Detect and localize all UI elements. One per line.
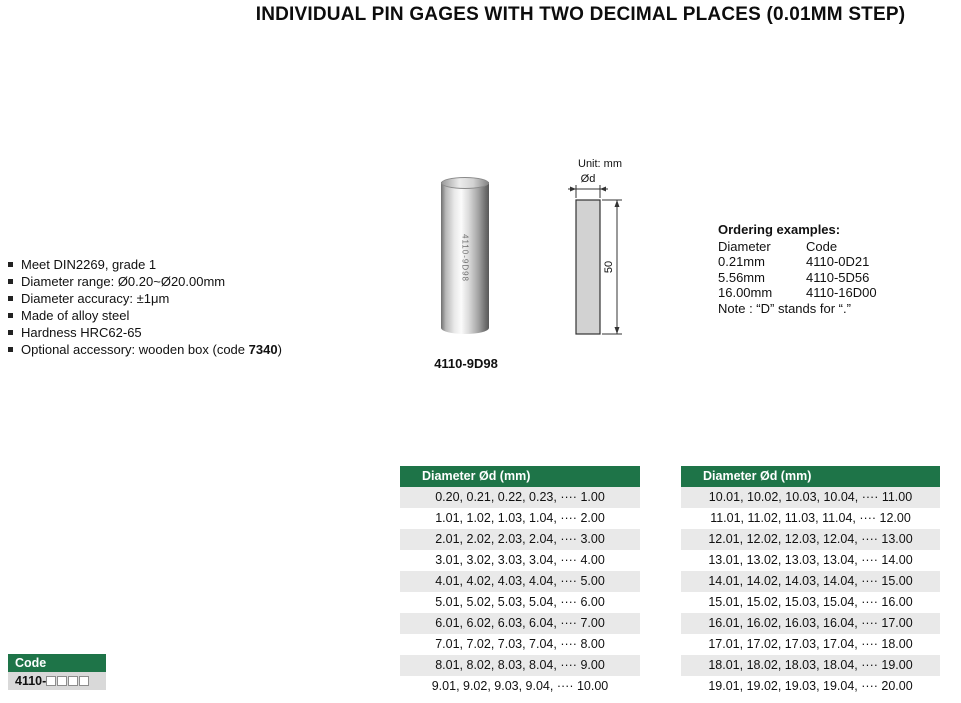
technical-drawing bbox=[568, 158, 658, 352]
accessory-code: 7340 bbox=[248, 342, 278, 357]
arrowhead bbox=[615, 200, 620, 207]
pin-gage-photo bbox=[441, 177, 489, 334]
ordering-column-headers bbox=[718, 239, 877, 255]
length-dim-label: 50 bbox=[603, 260, 615, 274]
optional-text-close: ) bbox=[277, 342, 282, 357]
arrowhead bbox=[570, 187, 576, 192]
table-row: 14.01, 14.02, 14.03, 14.04, ···· 15.00 bbox=[681, 571, 940, 592]
feature-text: Hardness HRC62-65 bbox=[21, 325, 142, 340]
feature-list bbox=[8, 258, 282, 360]
table-row: 8.01, 8.02, 8.03, 8.04, ···· 9.00 bbox=[400, 655, 640, 676]
table-row: 4.01, 4.02, 4.03, 4.04, ···· 5.00 bbox=[400, 571, 640, 592]
bullet-icon bbox=[8, 296, 13, 301]
example-code: 4110-5D56 bbox=[806, 269, 870, 285]
code-placeholder-squares bbox=[46, 674, 90, 688]
example-diameter: 0.21mm bbox=[718, 254, 765, 269]
feature-text: Diameter range: Ø0.20~Ø20.00mm bbox=[21, 274, 226, 289]
table-row: 18.01, 18.02, 18.03, 18.04, ···· 19.00 bbox=[681, 655, 940, 676]
table-row: 19.01, 19.02, 19.03, 19.04, ···· 20.00 bbox=[681, 676, 940, 697]
ordering-heading: Ordering examples: bbox=[718, 222, 841, 237]
pin-laser-marking: 4110-9D98 bbox=[460, 234, 470, 282]
table-row: 13.01, 13.02, 13.03, 13.04, ···· 14.00 bbox=[681, 550, 940, 571]
optional-text: Optional accessory: wooden box (code bbox=[21, 342, 249, 357]
table-header: Diameter Ød (mm) bbox=[400, 466, 640, 487]
feature-text bbox=[21, 342, 282, 357]
table-row: 1.01, 1.02, 1.03, 1.04, ···· 2.00 bbox=[400, 508, 640, 529]
table-row: 11.01, 11.02, 11.03, 11.04, ···· 12.00 bbox=[681, 508, 940, 529]
table-row: 3.01, 3.02, 3.03, 3.04, ···· 4.00 bbox=[400, 550, 640, 571]
diameter-table-right bbox=[681, 466, 940, 697]
bullet-icon bbox=[8, 279, 13, 284]
placeholder-square bbox=[46, 676, 56, 686]
example-code: 4110-0D21 bbox=[806, 254, 870, 269]
table-row: 2.01, 2.02, 2.03, 2.04, ···· 3.00 bbox=[400, 529, 640, 550]
order-code-block bbox=[8, 654, 106, 690]
table-row: 0.20, 0.21, 0.22, 0.23, ···· 1.00 bbox=[400, 487, 640, 508]
ordering-row bbox=[718, 270, 877, 286]
col-code: Code bbox=[806, 238, 838, 254]
code-prefix: 4110- bbox=[15, 674, 47, 688]
col-diameter: Diameter bbox=[718, 238, 771, 254]
arrowhead bbox=[600, 187, 606, 192]
bullet-icon bbox=[8, 330, 13, 335]
feature-item bbox=[8, 258, 282, 271]
table-row: 12.01, 12.02, 12.03, 12.04, ···· 13.00 bbox=[681, 529, 940, 550]
feature-item bbox=[8, 292, 282, 305]
ordering-row bbox=[718, 285, 877, 301]
pin-top-cap bbox=[441, 177, 489, 189]
feature-item-optional-accessory bbox=[8, 343, 282, 356]
product-code-label: 4110-9D98 bbox=[434, 356, 498, 371]
code-header: Code bbox=[8, 654, 106, 672]
table-header: Diameter Ød (mm) bbox=[681, 466, 940, 487]
pin-outline bbox=[576, 200, 600, 334]
feature-text: Diameter accuracy: ±1μm bbox=[21, 291, 170, 306]
diameter-dim-label: Ød bbox=[580, 173, 596, 185]
diameter-table-left bbox=[400, 466, 640, 697]
table-row: 16.01, 16.02, 16.03, 16.04, ···· 17.00 bbox=[681, 613, 940, 634]
example-diameter: 16.00mm bbox=[718, 285, 773, 300]
table-row: 7.01, 7.02, 7.03, 7.04, ···· 8.00 bbox=[400, 634, 640, 655]
placeholder-square bbox=[79, 676, 89, 686]
placeholder-square bbox=[68, 676, 78, 686]
example-code: 4110-16D00 bbox=[806, 285, 877, 300]
page-title: INDIVIDUAL PIN GAGES WITH TWO DECIMAL PLACES (0.01MM STEP) bbox=[255, 4, 906, 25]
table-row: 15.01, 15.02, 15.03, 15.04, ···· 16.00 bbox=[681, 592, 940, 613]
bullet-icon bbox=[8, 262, 13, 267]
feature-text: Meet DIN2269, grade 1 bbox=[21, 257, 157, 272]
bullet-icon bbox=[8, 347, 13, 352]
ordering-examples bbox=[718, 222, 877, 316]
feature-text: Made of alloy steel bbox=[21, 308, 130, 323]
table-row: 5.01, 5.02, 5.03, 5.04, ···· 6.00 bbox=[400, 592, 640, 613]
table-row: 10.01, 10.02, 10.03, 10.04, ···· 11.00 bbox=[681, 487, 940, 508]
arrowhead bbox=[615, 327, 620, 334]
code-value bbox=[8, 672, 106, 690]
feature-item bbox=[8, 326, 282, 339]
placeholder-square bbox=[57, 676, 67, 686]
ordering-note: Note : “D” stands for “.” bbox=[718, 300, 851, 316]
ordering-row bbox=[718, 254, 877, 270]
feature-item bbox=[8, 275, 282, 288]
dimension-drawing-svg bbox=[568, 172, 658, 352]
example-diameter: 5.56mm bbox=[718, 269, 765, 285]
table-row: 9.01, 9.02, 9.03, 9.04, ···· 10.00 bbox=[400, 676, 640, 697]
table-row: 17.01, 17.02, 17.03, 17.04, ···· 18.00 bbox=[681, 634, 940, 655]
table-row: 6.01, 6.02, 6.03, 6.04, ···· 7.00 bbox=[400, 613, 640, 634]
bullet-icon bbox=[8, 313, 13, 318]
feature-item bbox=[8, 309, 282, 322]
pin-body bbox=[441, 182, 489, 334]
unit-label: Unit: mm bbox=[578, 158, 622, 170]
